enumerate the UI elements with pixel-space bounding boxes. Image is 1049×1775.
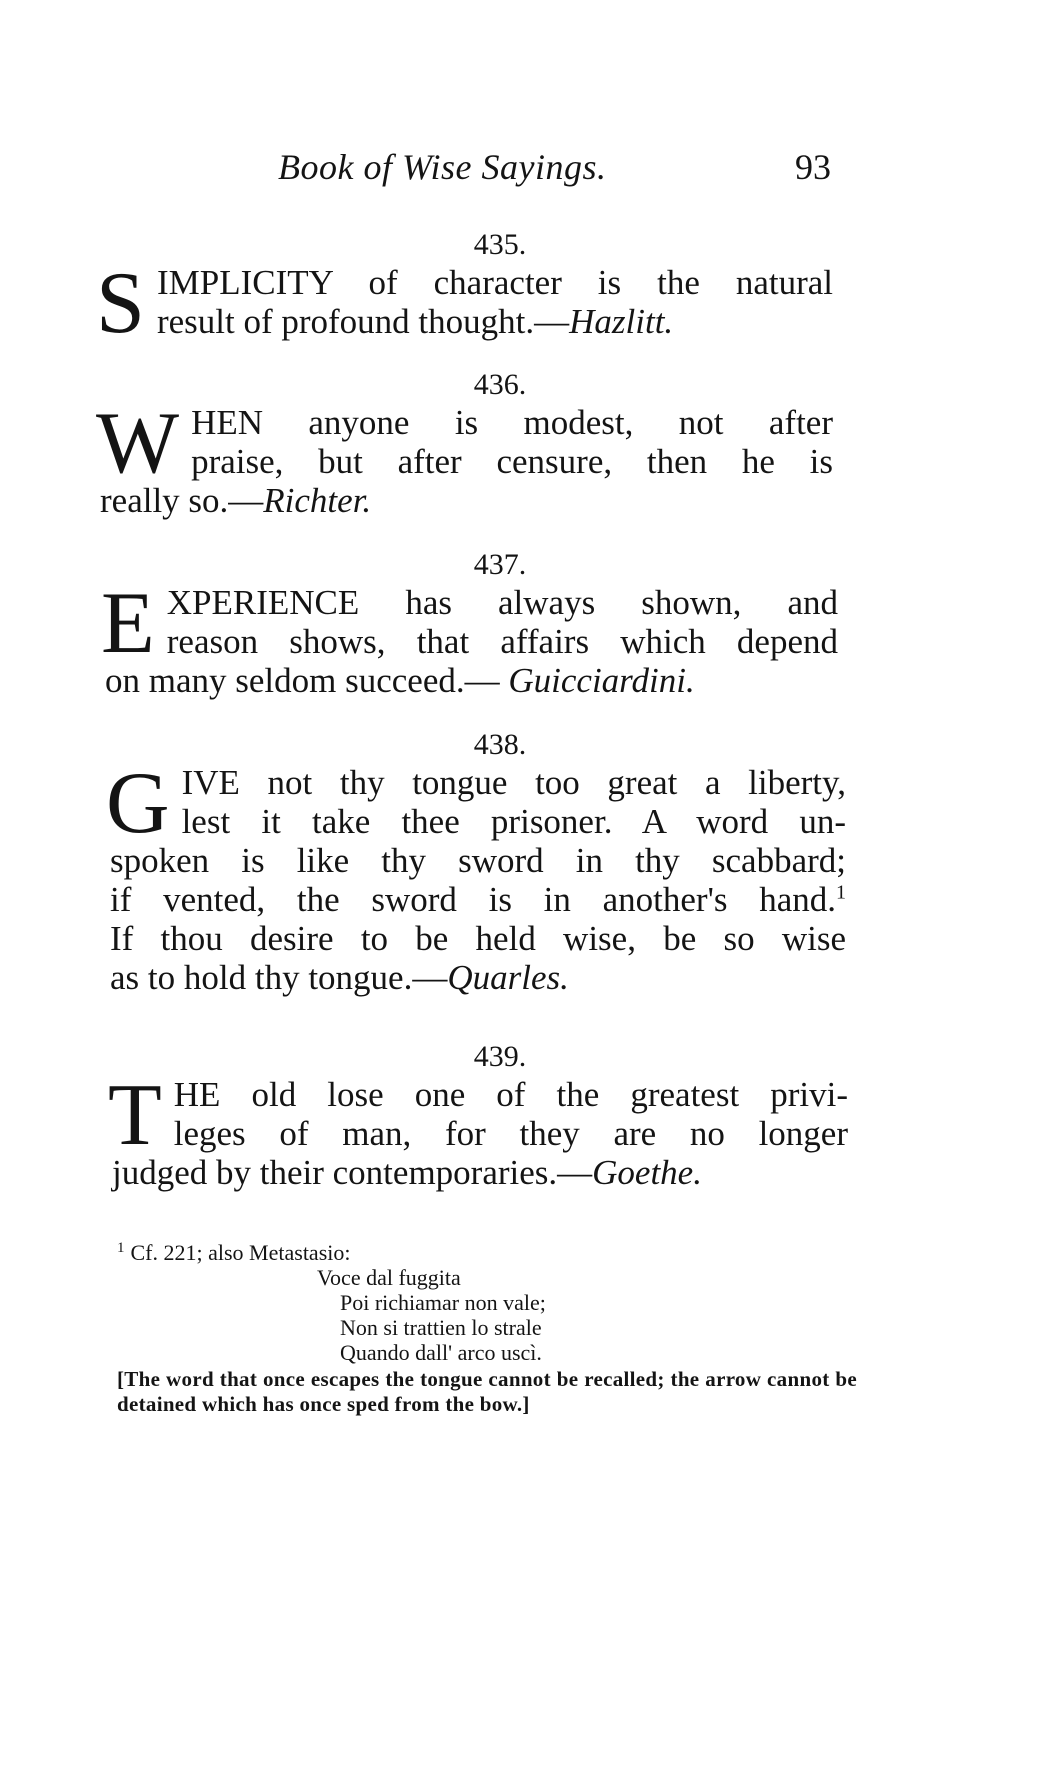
footnote-head bbox=[117, 1240, 857, 1265]
entry-number-439: 439. bbox=[473, 1040, 527, 1073]
entry-number-436: 436. bbox=[473, 368, 527, 401]
quote-line-text: judged by their contemporaries.— bbox=[112, 1153, 593, 1192]
quote-line: praise, but after censure, then he is bbox=[191, 442, 833, 481]
verse-line: Poi richiamar non vale; bbox=[340, 1290, 546, 1315]
quote-436 bbox=[96, 395, 833, 520]
quote-line-text: as to hold thy tongue.— bbox=[110, 958, 448, 997]
running-head bbox=[0, 146, 1049, 190]
quote-439 bbox=[108, 1067, 848, 1192]
verse-line: Quando dall' arco uscì. bbox=[340, 1340, 542, 1365]
quote-line: spoken is like thy sword in thy scabbard; bbox=[110, 841, 846, 880]
quote-author: Quarles. bbox=[447, 958, 569, 997]
quote-line: IVE not thy tongue too great a liberty, bbox=[181, 763, 846, 802]
quote-line bbox=[110, 880, 846, 919]
footnote-mark: 1 bbox=[117, 1239, 125, 1256]
quote-line bbox=[105, 661, 838, 700]
footnote-translation: [The word that once escapes the tongue cannot be recalled; the arrow cannot be detained which has once sped from the bow.] bbox=[117, 1367, 857, 1416]
entry-number-435: 435. bbox=[473, 228, 527, 261]
quote-author: Goethe. bbox=[592, 1153, 702, 1192]
verse-line: Voce dal fuggita bbox=[317, 1265, 461, 1290]
quote-line: HEN anyone is modest, not after bbox=[191, 403, 833, 442]
dropcap: G bbox=[106, 755, 170, 852]
quote-author: Richter. bbox=[263, 481, 372, 520]
quote-line-text: if vented, the sword is in another's hand. bbox=[110, 880, 836, 919]
quote-author: Guicciardini. bbox=[508, 661, 695, 700]
dropcap: W bbox=[96, 395, 180, 492]
dropcap: S bbox=[96, 255, 145, 352]
quote-line: IMPLICITY of character is the natural bbox=[156, 263, 833, 302]
dropcap: E bbox=[101, 575, 155, 672]
quote-line-text: on many seldom succeed.— bbox=[105, 661, 509, 700]
footnote-intro: Cf. 221; also Metastasio: bbox=[130, 1240, 351, 1265]
entry-number-438: 438. bbox=[473, 728, 527, 761]
quote-437 bbox=[101, 575, 838, 700]
dropcap: T bbox=[108, 1067, 162, 1164]
footnote bbox=[117, 1240, 857, 1417]
running-title: Book of Wise Sayings. bbox=[278, 147, 607, 187]
quote-line: lest it take thee prisoner. A word un- bbox=[181, 802, 846, 841]
quote-line: XPERIENCE has always shown, and bbox=[166, 583, 838, 622]
page-number: 93 bbox=[795, 147, 831, 187]
quote-line: reason shows, that affairs which depend bbox=[166, 622, 838, 661]
quote-line-text: result of profound thought.— bbox=[156, 302, 570, 341]
entry-number-437: 437. bbox=[473, 548, 527, 581]
quote-438 bbox=[106, 755, 846, 997]
quote-435 bbox=[96, 255, 833, 352]
quote-author: Hazlitt. bbox=[569, 302, 674, 341]
quote-line-text: really so.— bbox=[100, 481, 264, 520]
quote-line bbox=[110, 958, 846, 997]
quote-line: leges of man, for they are no longer bbox=[173, 1114, 848, 1153]
quote-line: HE old lose one of the greatest privi- bbox=[173, 1075, 848, 1114]
footnote-reference[interactable]: 1 bbox=[836, 881, 846, 904]
quote-line bbox=[112, 1153, 848, 1192]
quote-line bbox=[100, 302, 833, 341]
quote-line bbox=[100, 481, 833, 520]
quote-line: If thou desire to be held wise, be so wise bbox=[110, 919, 846, 958]
verse-line: Non si trattien lo strale bbox=[340, 1315, 542, 1340]
